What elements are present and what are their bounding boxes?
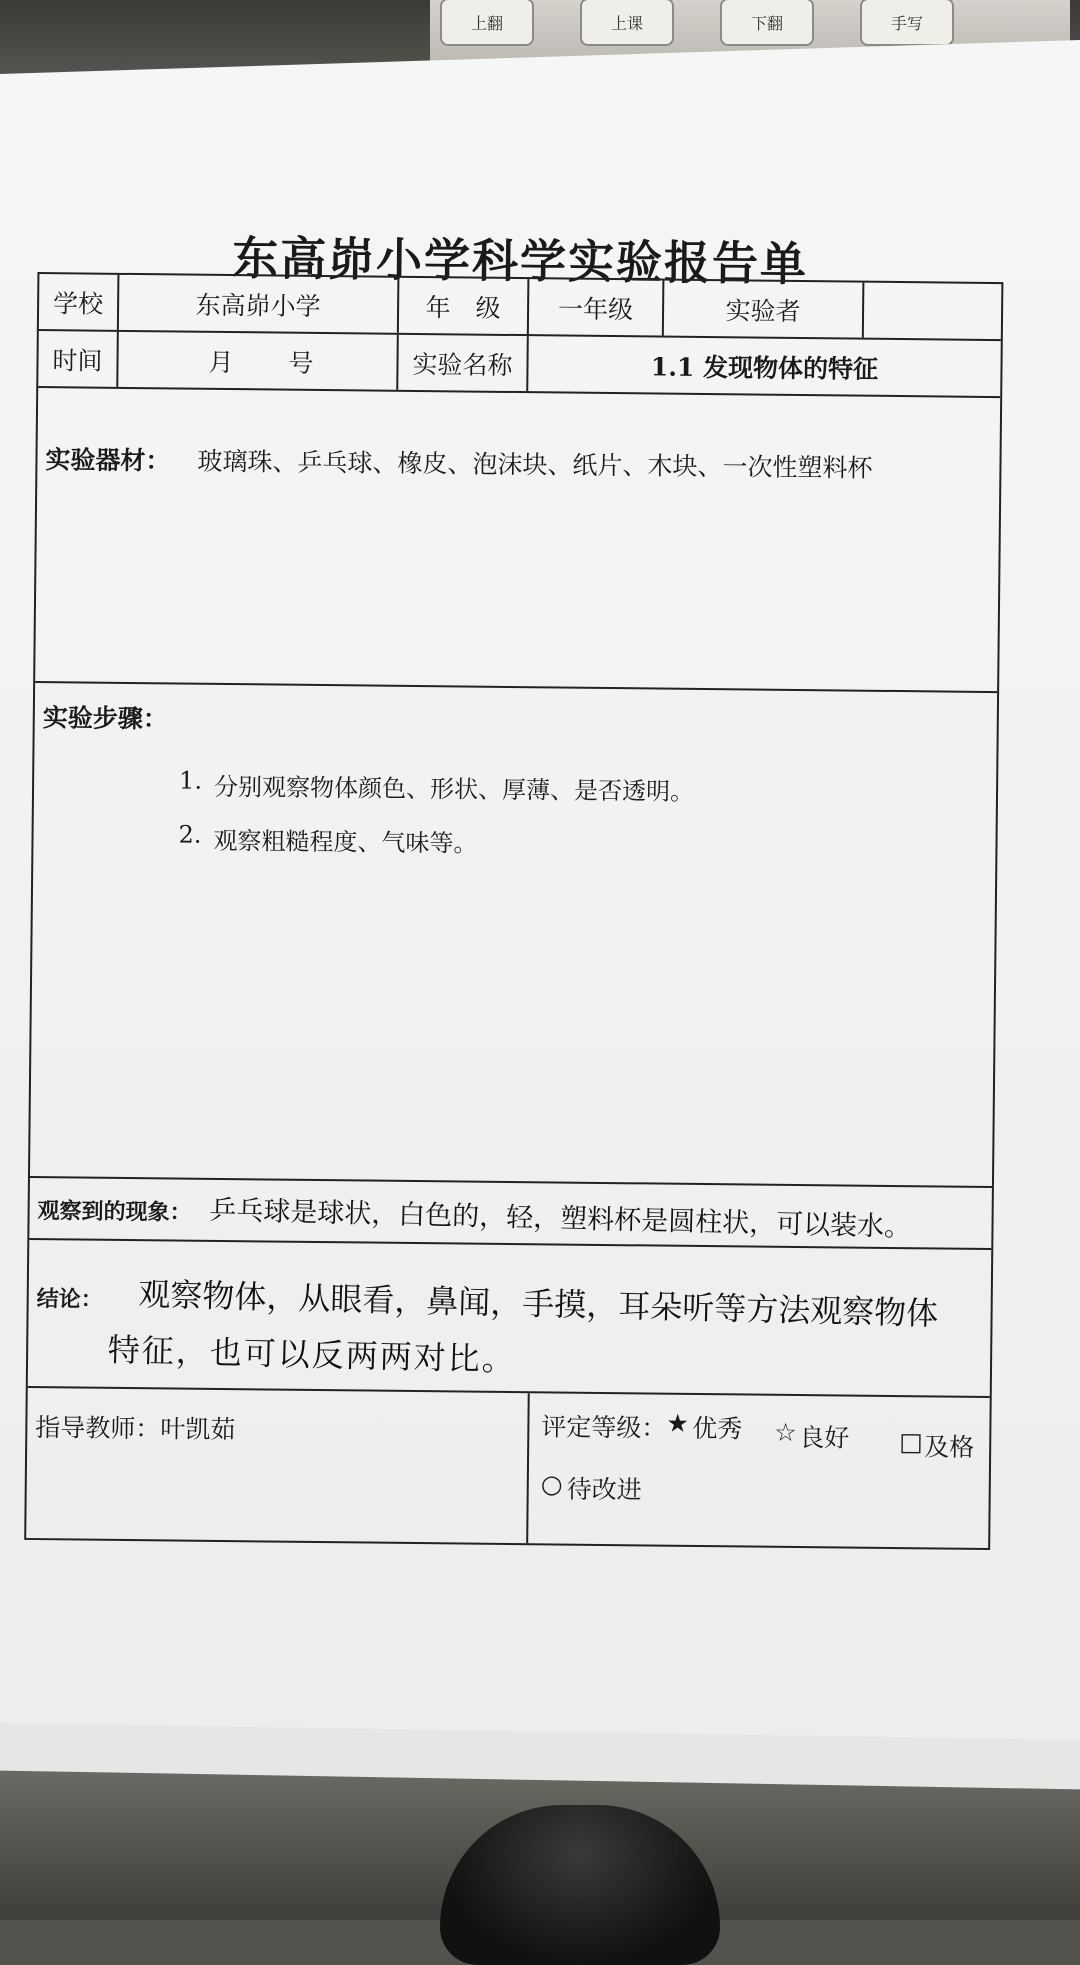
- grade-value: 一年级: [529, 279, 665, 335]
- experiment-name-value: 1.1 发现物体的特征: [650, 351, 879, 384]
- rating-excellent-label: 优秀: [692, 1413, 743, 1444]
- step-text: 分别观察物体颜色、形状、厚薄、是否透明。: [213, 772, 695, 806]
- teacher-value: 叶凯茹: [160, 1414, 236, 1445]
- experimenter-label: 实验者: [664, 281, 865, 338]
- form-table: [24, 272, 1003, 1550]
- materials-label: 实验器材：: [45, 445, 171, 476]
- rating-cell: [528, 1393, 990, 1548]
- rating-pass-checkbox-icon: □: [899, 1427, 924, 1457]
- rating-good-label: 良好: [799, 1423, 850, 1453]
- rating-good-star-icon: ☆: [774, 1417, 797, 1448]
- day-label: 号: [288, 348, 314, 378]
- form-title: 东高峁小学科学实验报告单: [231, 231, 809, 292]
- keyboard-key: 下翻: [720, 0, 814, 46]
- teacher-label: 指导教师：: [35, 1413, 161, 1444]
- observation-section: [29, 1178, 992, 1250]
- steps-label: 实验步骤：: [42, 703, 168, 734]
- conclusion-handwritten-line-2: 特征，也可以反两两对比。: [107, 1330, 517, 1379]
- conclusion-handwritten-line-1: 观察物体，从眼看，鼻闻，手摸，耳朵听等方法观察物体: [137, 1275, 939, 1333]
- experimenter-value: [864, 283, 1002, 339]
- conclusion-label: 结论：: [36, 1286, 103, 1313]
- keyboard-key: 手写: [860, 0, 954, 46]
- time-row: [38, 331, 1001, 398]
- materials-section: [35, 388, 1000, 693]
- time-value: [118, 332, 399, 390]
- materials-value: 玻璃珠、乒乓球、橡皮、泡沫块、纸片、木块、一次性塑料杯: [197, 446, 873, 483]
- steps-section: [30, 683, 997, 1188]
- keyboard-key: 上翻: [440, 0, 534, 46]
- grading-row: [26, 1388, 990, 1548]
- step-number: 1.: [178, 766, 203, 795]
- keyboard-key: 上课: [580, 0, 674, 46]
- rating-excellent-star-icon: ★: [666, 1408, 690, 1438]
- rating-improve-circle-icon: ○: [540, 1469, 563, 1499]
- teacher-cell: [26, 1388, 530, 1543]
- experiment-name-label: 实验名称: [398, 335, 529, 391]
- step-text: 观察粗糙程度、气味等。: [213, 826, 478, 858]
- grade-label: 年 级: [399, 278, 530, 334]
- step-number: 2.: [178, 820, 202, 849]
- rating-pass-label: 及格: [924, 1432, 975, 1462]
- school-value: 东高峁小学: [119, 275, 400, 333]
- observation-label: 观察到的现象：: [37, 1198, 192, 1226]
- observation-handwritten: 乒乓球是球状，白色的，轻，塑料杯是圆柱状，可以装水。: [208, 1194, 912, 1243]
- school-label: 学校: [39, 274, 120, 330]
- rating-label: 评定等级：: [541, 1412, 667, 1443]
- school-row: [39, 274, 1002, 341]
- conclusion-section: [28, 1240, 991, 1398]
- rating-improve-label: 待改进: [566, 1474, 642, 1505]
- month-label: 月: [208, 347, 234, 377]
- time-label: 时间: [38, 331, 119, 387]
